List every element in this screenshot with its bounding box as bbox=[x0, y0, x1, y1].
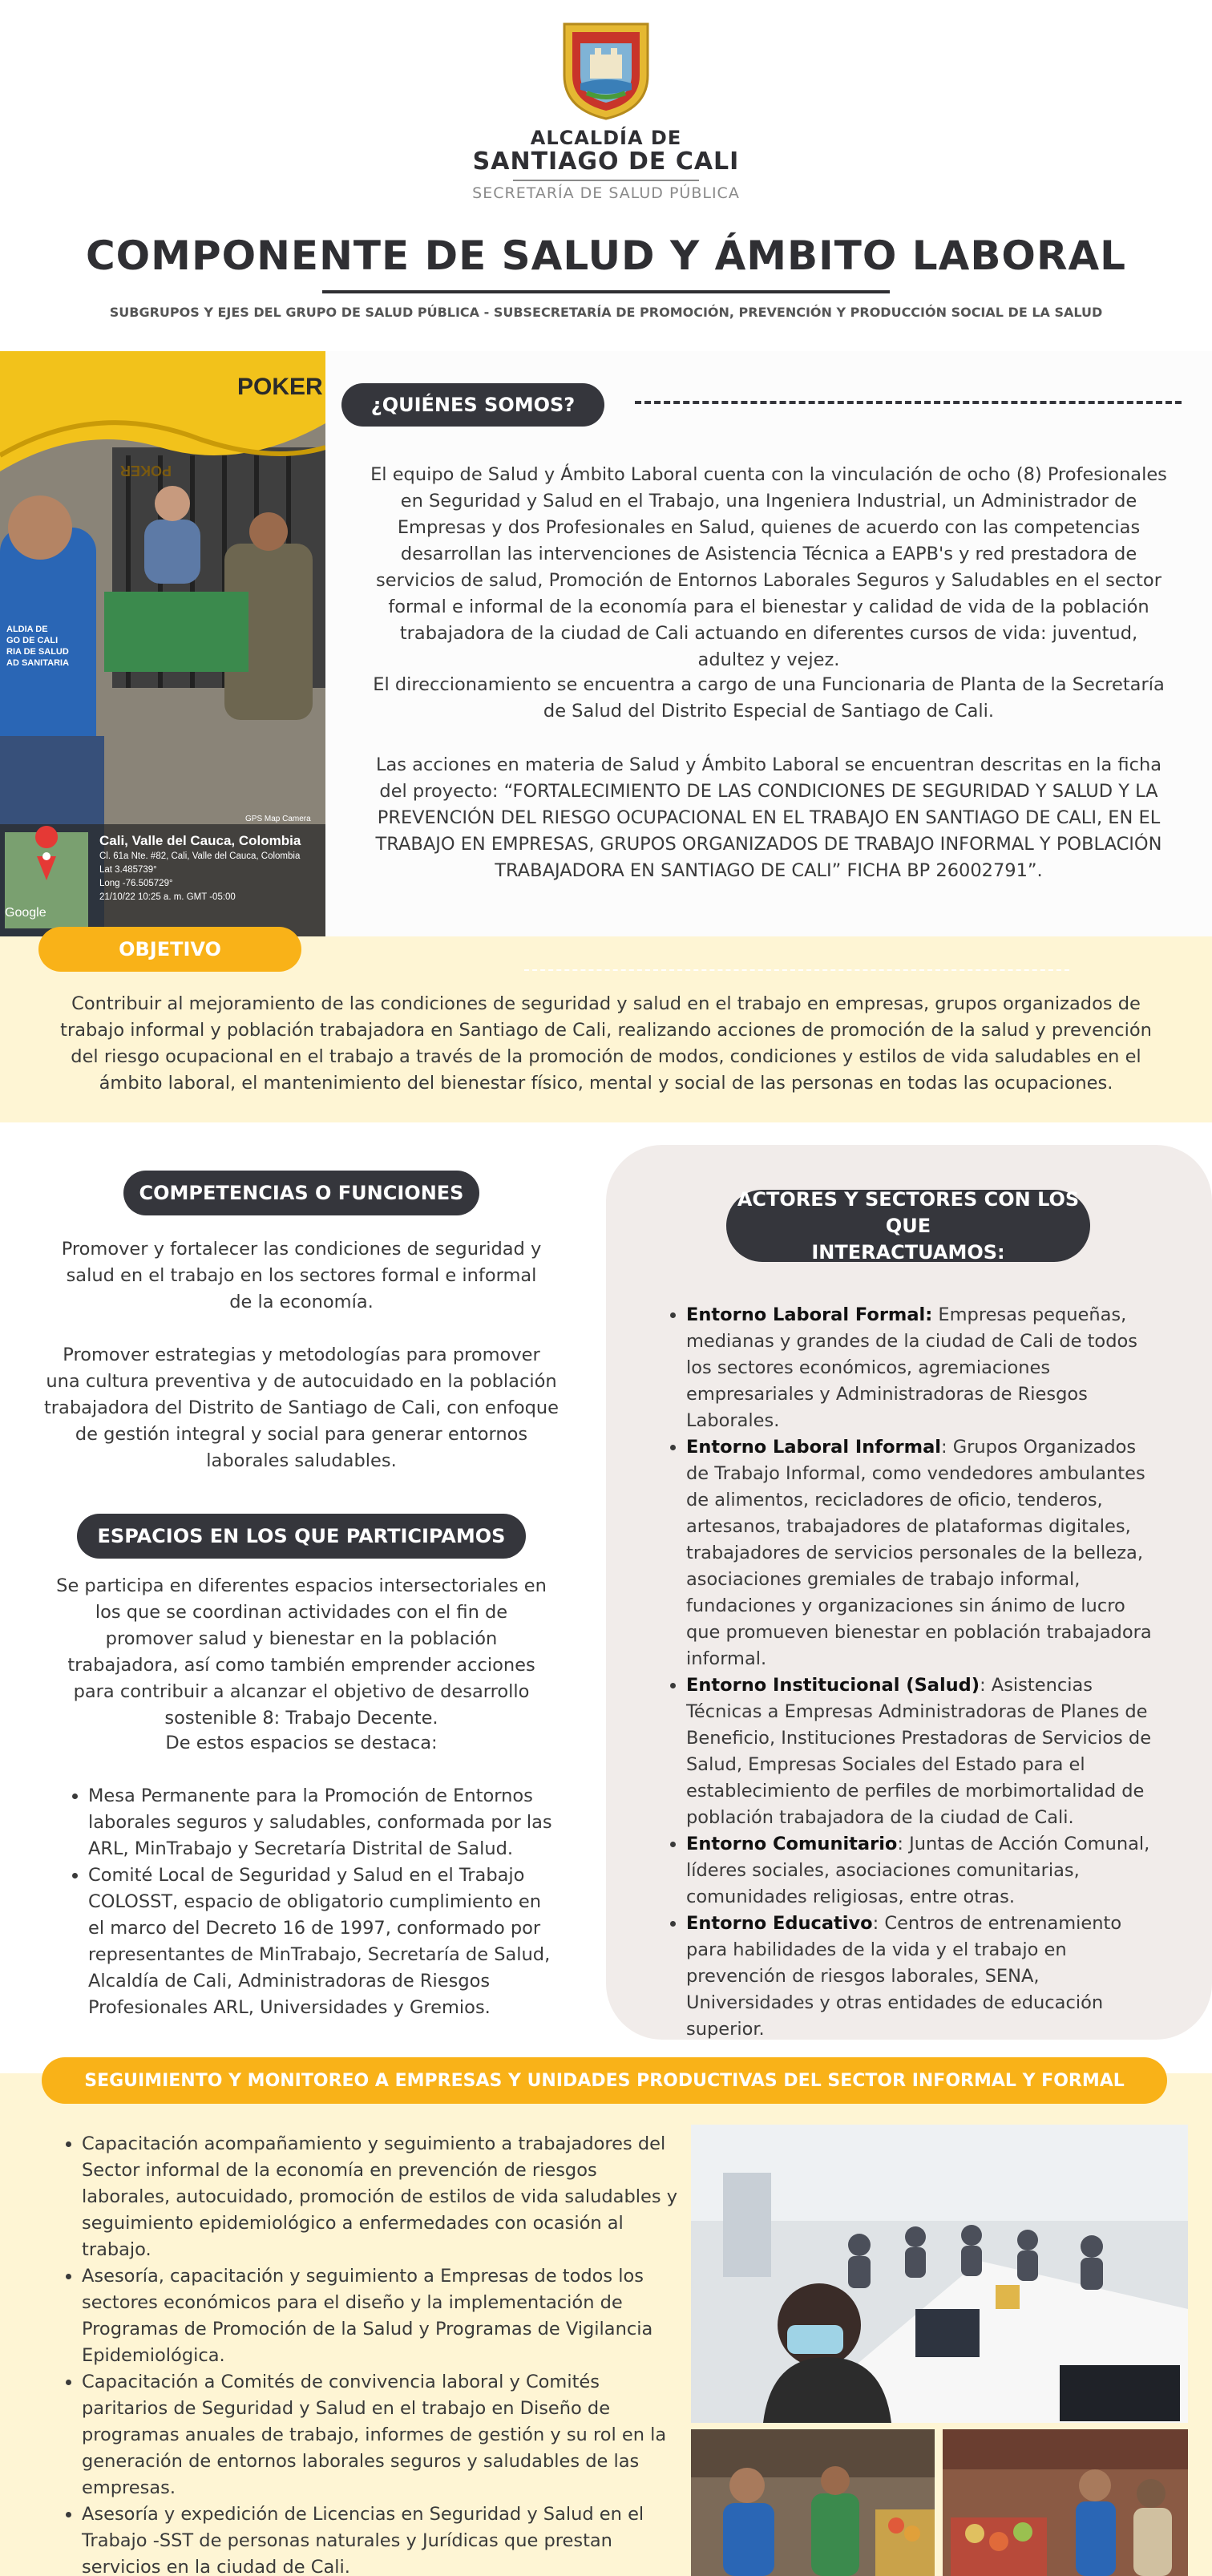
gps-long: Long -76.505729° bbox=[99, 879, 173, 888]
list-item: • Capacitación acompañamiento y seguimiento a trabajadores del Sector informal de la economía en prevención de riesgos laborales, autocuidado, promoción de estilos de vida saludables y seguimiento epidemiológico a enfermedades con ocasión al trabajo. bbox=[82, 2131, 680, 2263]
espacios-paragraph-2: De estos espacios se destaca: bbox=[165, 1733, 438, 1753]
map-provider-label: Google bbox=[5, 906, 46, 920]
training-meeting-photo bbox=[691, 2125, 1188, 2423]
gps-lat: Lat 3.485739° bbox=[99, 865, 157, 875]
actores-list bbox=[659, 1302, 1156, 2043]
list-item bbox=[686, 1434, 1156, 1672]
quienes-paragraph-1: El equipo de Salud y Ámbito Laboral cuenta con la vinculación de ocho (8) Profesionales en Seguridad y Salud en el Trabajo, una Ingeniera Industrial, un Administrador de Empresas y dos Profesionales en Salud, quienes de acuerdo con las competencias desarrollan las intervenciones de Asistencia Técnica a EAPB's y red prestadora de servicios de salud, Promoción de Entornos Laborales Seguros y Saludables en el sector formal e informal de la economía para el bienestar y calidad de vida de la población trabajadora de la ciudad de Cali actuando en diferentes cursos de vida: juventud, adultez y vejez. bbox=[370, 464, 1167, 670]
actores-heading bbox=[726, 1187, 1090, 1264]
brand-divider bbox=[513, 180, 699, 181]
espacios-list bbox=[61, 1783, 560, 2021]
field-visit-photo bbox=[0, 351, 325, 936]
actor-key: Entorno Laboral Formal: bbox=[686, 1304, 933, 1325]
seguimiento-heading: SEGUIMIENTO Y MONITOREO A EMPRESAS Y UNIDADES PRODUCTIVAS DEL SECTOR INFORMAL Y FORMAL bbox=[42, 2057, 1167, 2104]
brand-department: SECRETARÍA DE SALUD PÚBLICA bbox=[472, 184, 740, 202]
actores-heading-line1: ACTORES Y SECTORES CON LOS QUE bbox=[737, 1187, 1080, 1237]
actor-key: Entorno Comunitario bbox=[686, 1834, 898, 1854]
vest-text-line: RIA DE SALUD bbox=[6, 647, 69, 657]
gps-place: Cali, Valle del Cauca, Colombia bbox=[99, 833, 301, 848]
quienes-somos-heading: ¿QUIÉNES SOMOS? bbox=[341, 383, 604, 427]
list-item: • Asesoría, capacitación y seguimiento a Empresas de todos los sectores económicos para el diseño y la implementación de Programas de Promoción de la Salud y Programas de Vigilancia Epidemiológica. bbox=[82, 2263, 680, 2369]
quienes-dashed-rule bbox=[635, 401, 1182, 404]
objetivo-dashed-rule bbox=[524, 969, 1069, 971]
list-item: • Capacitación a Comités de convivencia laboral y Comités paritarios de Seguridad y Salud en el trabajo en Diseño de programas anuales de trabajo, informes de gestión y su rol en la generación de entornos laborales seguros y saludables de las empresas. bbox=[82, 2369, 680, 2501]
brand-name-line2: SANTIAGO DE CALI bbox=[472, 148, 740, 176]
objetivo-text: Contribuir al mejoramiento de las condiciones de seguridad y salud en el trabajo en empresas, grupos organizados de trabajo informal y población trabajadora en Santiago de Cali, realizando acciones de promoción de la salud y prevención del riesgo ocupacional en el trabajo a través de la promoción de modos, condiciones y estilos de vida saludables en el ámbito laboral, el mantenimiento del bienestar físico, mental y social de las personas en todas las ocupaciones. bbox=[60, 993, 1152, 1094]
gps-datetime: 21/10/22 10:25 a. m. GMT -05:00 bbox=[99, 892, 236, 902]
page-header bbox=[0, 0, 1212, 345]
espacios-heading: ESPACIOS EN LOS QUE PARTICIPAMOS bbox=[77, 1514, 526, 1559]
actor-text: : Juntas de Acción Comunal, líderes sociales, asociaciones comunitarias, comunidades religiosas, entre otras. bbox=[686, 1834, 1150, 1907]
list-item bbox=[686, 1911, 1156, 2043]
list-item: • Comité Local de Seguridad y Salud en el Trabajo COLOSST, espacio de obligatorio cumplimiento en el marco del Decreto 16 de 1997, conformado por representantes de MinTrabajo, Secretaría de Salud, Alcaldía de Cali, Administradoras de Riesgos Profesionales ARL, Universidades y Gremios. bbox=[88, 1862, 560, 2021]
vest-text-line: GO DE CALI bbox=[6, 636, 59, 645]
vest-text-line: ALDIA DE bbox=[6, 625, 48, 634]
page-title: COMPONENTE DE SALUD Y ÁMBITO LABORAL bbox=[85, 233, 1126, 279]
competencias-paragraph-1: Promover y fortalecer las condiciones de seguridad y salud en el trabajo en los sectores formal e informal de la economía. bbox=[61, 1239, 542, 1312]
actor-key: Entorno Laboral Informal bbox=[686, 1437, 941, 1458]
list-item: • Mesa Permanente para la Promoción de Entornos laborales seguros y saludables, conformada por las ARL, MinTrabajo y Secretaría Distrital de Salud. bbox=[88, 1783, 560, 1862]
actor-text: Empresas pequeñas, medianas y grandes de la ciudad de Cali de todos los sectores económicos, agremiaciones empresariales y Administradoras de Riesgos Laborales. bbox=[686, 1304, 1137, 1431]
list-item bbox=[686, 1831, 1156, 1911]
umbrella-brand-text-2: POKER bbox=[120, 463, 172, 479]
city-crest-logo bbox=[558, 19, 654, 122]
gps-badge: GPS Map Camera bbox=[245, 815, 311, 823]
objetivo-heading: OBJETIVO bbox=[38, 927, 301, 972]
title-underline bbox=[322, 290, 890, 293]
market-visit-photo-1 bbox=[691, 2429, 935, 2576]
competencias-heading: COMPETENCIAS O FUNCIONES bbox=[123, 1171, 479, 1215]
quienes-paragraph-2: El direccionamiento se encuentra a cargo de una Funcionaria de Planta de la Secretaría de Salud del Distrito Especial de Santiago de Cali. bbox=[373, 674, 1165, 722]
list-item: • Asesoría y expedición de Licencias en Seguridad y Salud en el Trabajo -SST de personas naturales y Jurídicas que prestan servicios en la ciudad de Cali. bbox=[82, 2501, 680, 2576]
vest-text-line: AD SANITARIA bbox=[6, 658, 70, 668]
actor-key: Entorno Educativo bbox=[686, 1913, 873, 1934]
list-item bbox=[686, 1302, 1156, 1434]
actores-heading-line2: INTERACTUAMOS: bbox=[811, 1240, 1005, 1264]
actor-text: : Centros de entrenamiento para habilidades de la vida y el trabajo en prevención de riesgos laborales, SENA, Universidades y otras entidades de educación superior. bbox=[686, 1913, 1122, 2040]
actor-key: Entorno Institucional (Salud) bbox=[686, 1675, 980, 1696]
umbrella-brand-text: POKER bbox=[237, 374, 323, 400]
gps-address: Cl. 61a Nte. #82, Cali, Valle del Cauca, Colombia bbox=[99, 851, 301, 861]
espacios-paragraph-1: Se participa en diferentes espacios intersectoriales en los que se coordinan actividades con el fin de promover salud y bienestar en la población trabajadora, así como también emprender acciones para contribuir a alcanzar el objetivo de desarrollo sostenible 8: Trabajo Decente. bbox=[56, 1575, 547, 1729]
market-visit-photo-2 bbox=[943, 2429, 1188, 2576]
actor-text: : Asistencias Técnicas a Empresas Administradoras de Planes de Beneficio, Instituciones Prestadoras de Servicios de Salud, Empresas Sociales del Estado para el establecimiento de perfiles de morbimortalidad de población trabajadora de la ciudad de Cali. bbox=[686, 1675, 1152, 1828]
page-subtitle: SUBGRUPOS Y EJES DEL GRUPO DE SALUD PÚBLICA - SUBSECRETARÍA DE PROMOCIÓN, PREVENCIÓN Y PRODUCCIÓN SOCIAL DE LA SALUD bbox=[109, 305, 1103, 320]
list-item bbox=[686, 1672, 1156, 1831]
seguimiento-list bbox=[55, 2131, 680, 2576]
competencias-paragraph-2: Promover estrategias y metodologías para promover una cultura preventiva y de autocuidado en la población trabajadora del Distrito de Santiago de Cali, con enfoque de gestión integral y social para generar entornos laborales saludables. bbox=[43, 1345, 560, 1471]
quienes-paragraph-3: Las acciones en materia de Salud y Ámbito Laboral se encuentran descritas en la ficha del proyecto: “FORTALECIMIENTO DE LAS CONDICIONES DE SEGURIDAD Y SALUD Y LA PREVENCIÓN DEL RIESGO OCUPACIONAL EN EL TRABAJO EN SANTIAGO DE CALI, EN EL TRABAJO EN EMPRESAS, GRUPOS ORGANIZADOS DE TRABAJO INFORMAL Y POBLACIÓN TRABAJADORA EN SANTIAGO DE CALI” FICHA BP 26002791”. bbox=[375, 754, 1162, 881]
actor-text: : Grupos Organizados de Trabajo Informal, como vendedores ambulantes de alimentos, recicladores de oficio, tenderos, artesanos, trabajadores de plataformas digitales, trabajadores de servicios personales de la belleza, asociaciones gremiales de trabajo informal, fundaciones y organizaciones sin ánimo de lucro que promueven bienestar en población trabajadora informal. bbox=[686, 1437, 1152, 1669]
brand-name-line1: ALCALDÍA DE bbox=[530, 127, 682, 149]
